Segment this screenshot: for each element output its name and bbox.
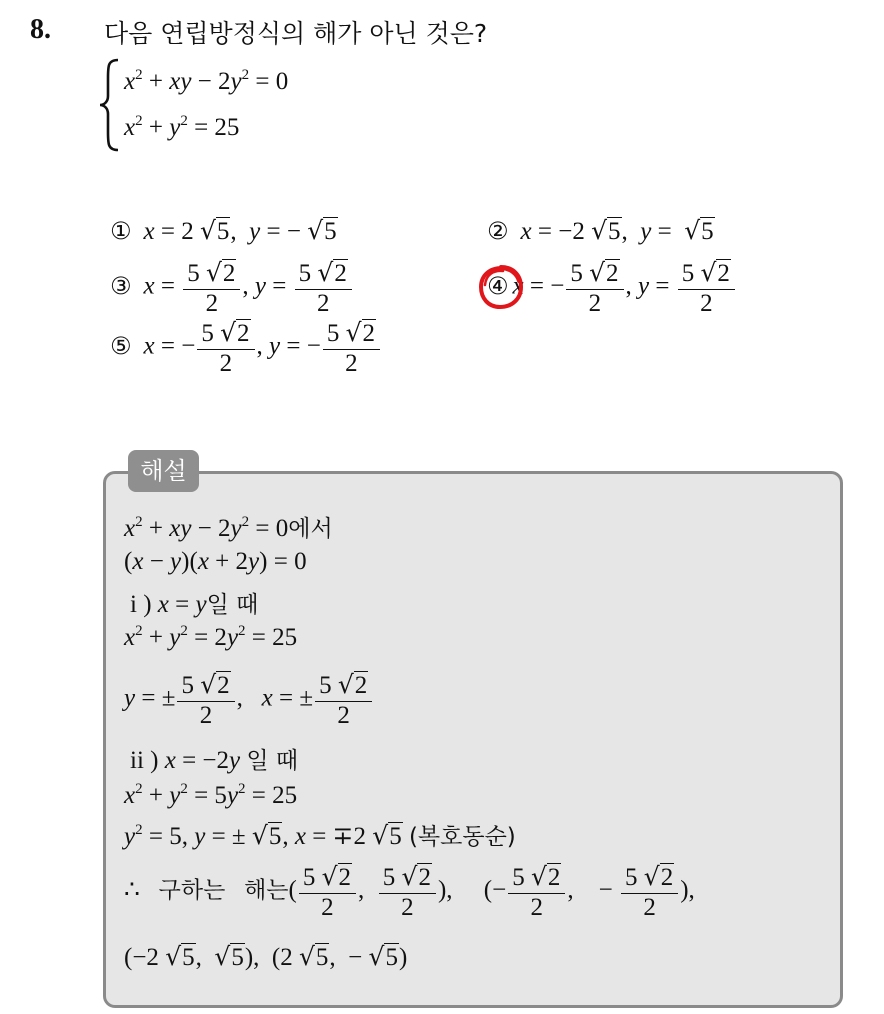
therefore-symbol: ∴ xyxy=(124,876,140,904)
solution-line-9: ∴ 구하는 해는( $\frac{5 √2}{2}$ , $\frac{5 √2}{2}$ ), (− $\frac{5 √2}{2}$ , − $\frac{5 √2}{2}$ ), xyxy=(124,862,695,921)
solution-line-1: $x^2$ + xy − $2y^2 = 0$에서 xyxy=(124,514,333,542)
choice-5-mark: ⑤ xyxy=(110,331,132,360)
guhaneun-text: 구하는 xyxy=(158,877,226,904)
solution-line-8: $y^2 = 5$, y = ± √5, x = ∓2 √5 (복호동순) xyxy=(124,821,516,850)
equation-1: $x^2$ + xy − $2y^2 = 0$ xyxy=(124,67,289,95)
bokho-note: (복호동순) xyxy=(408,824,516,850)
choice-3-mark: ③ xyxy=(110,271,132,300)
equation-2: $x^2 + y^2 = 25$ xyxy=(124,113,240,141)
solution-line-6: ii ) x = −2y 일 때 xyxy=(130,747,299,774)
solution-line-3: i ) x = y일 때 xyxy=(130,591,259,618)
left-brace-icon xyxy=(98,58,120,152)
choice-4[interactable]: ④ x = − $\frac{5 √2}{2}$ , y = $\frac{5 √2}{2}$ xyxy=(487,258,737,318)
selected-answer-circle-icon xyxy=(477,263,525,311)
solution-line-4: $x^2 + y^2 = 2y^2 = 25$ xyxy=(124,623,298,651)
choice-1[interactable]: ① x = 2 √5, y = − √5 xyxy=(110,216,337,245)
choice-4-mark: ④ xyxy=(487,271,509,300)
choice-1-mark: ① xyxy=(110,217,132,245)
solution-line-2: (x − y)(x + 2y) = 0 xyxy=(124,548,307,575)
choice-3[interactable]: ③ x = $\frac{5 √2}{2}$ , y = $\frac{5 √2}{2}$ xyxy=(110,258,354,318)
solution-line-10: (−2 √5, √5), (2 √5, − √5) xyxy=(124,942,408,971)
choice-5[interactable]: ⑤ x = − $\frac{5 √2}{2}$ , y = − $\frac{5 √2}{2}$ xyxy=(110,318,382,378)
solution-tag: 해설 xyxy=(128,450,199,492)
il-ttae-2: 일 때 xyxy=(246,748,299,774)
solution-line-5: y = ± $\frac{5 √2}{2}$ , x = ± $\frac{5 √2}{2}$ xyxy=(124,670,374,730)
choice-2-mark: ② xyxy=(487,217,509,245)
question-number: 8. xyxy=(30,14,51,45)
case-2-label: ii ) xyxy=(130,747,159,774)
case-1-label: i ) xyxy=(130,591,152,618)
il-ttae-1: 일 때 xyxy=(206,592,259,618)
question-prompt: 다음 연립방정식의 해가 아닌 것은? xyxy=(104,19,488,48)
choice-2[interactable]: ② x = −2 √5, y = √5 xyxy=(487,216,714,245)
solution-line-7: $x^2 + y^2 = 5y^2 = 25$ xyxy=(124,781,298,809)
suffix-eseo: 에서 xyxy=(288,516,333,542)
hae-text: 해는 xyxy=(244,877,289,904)
